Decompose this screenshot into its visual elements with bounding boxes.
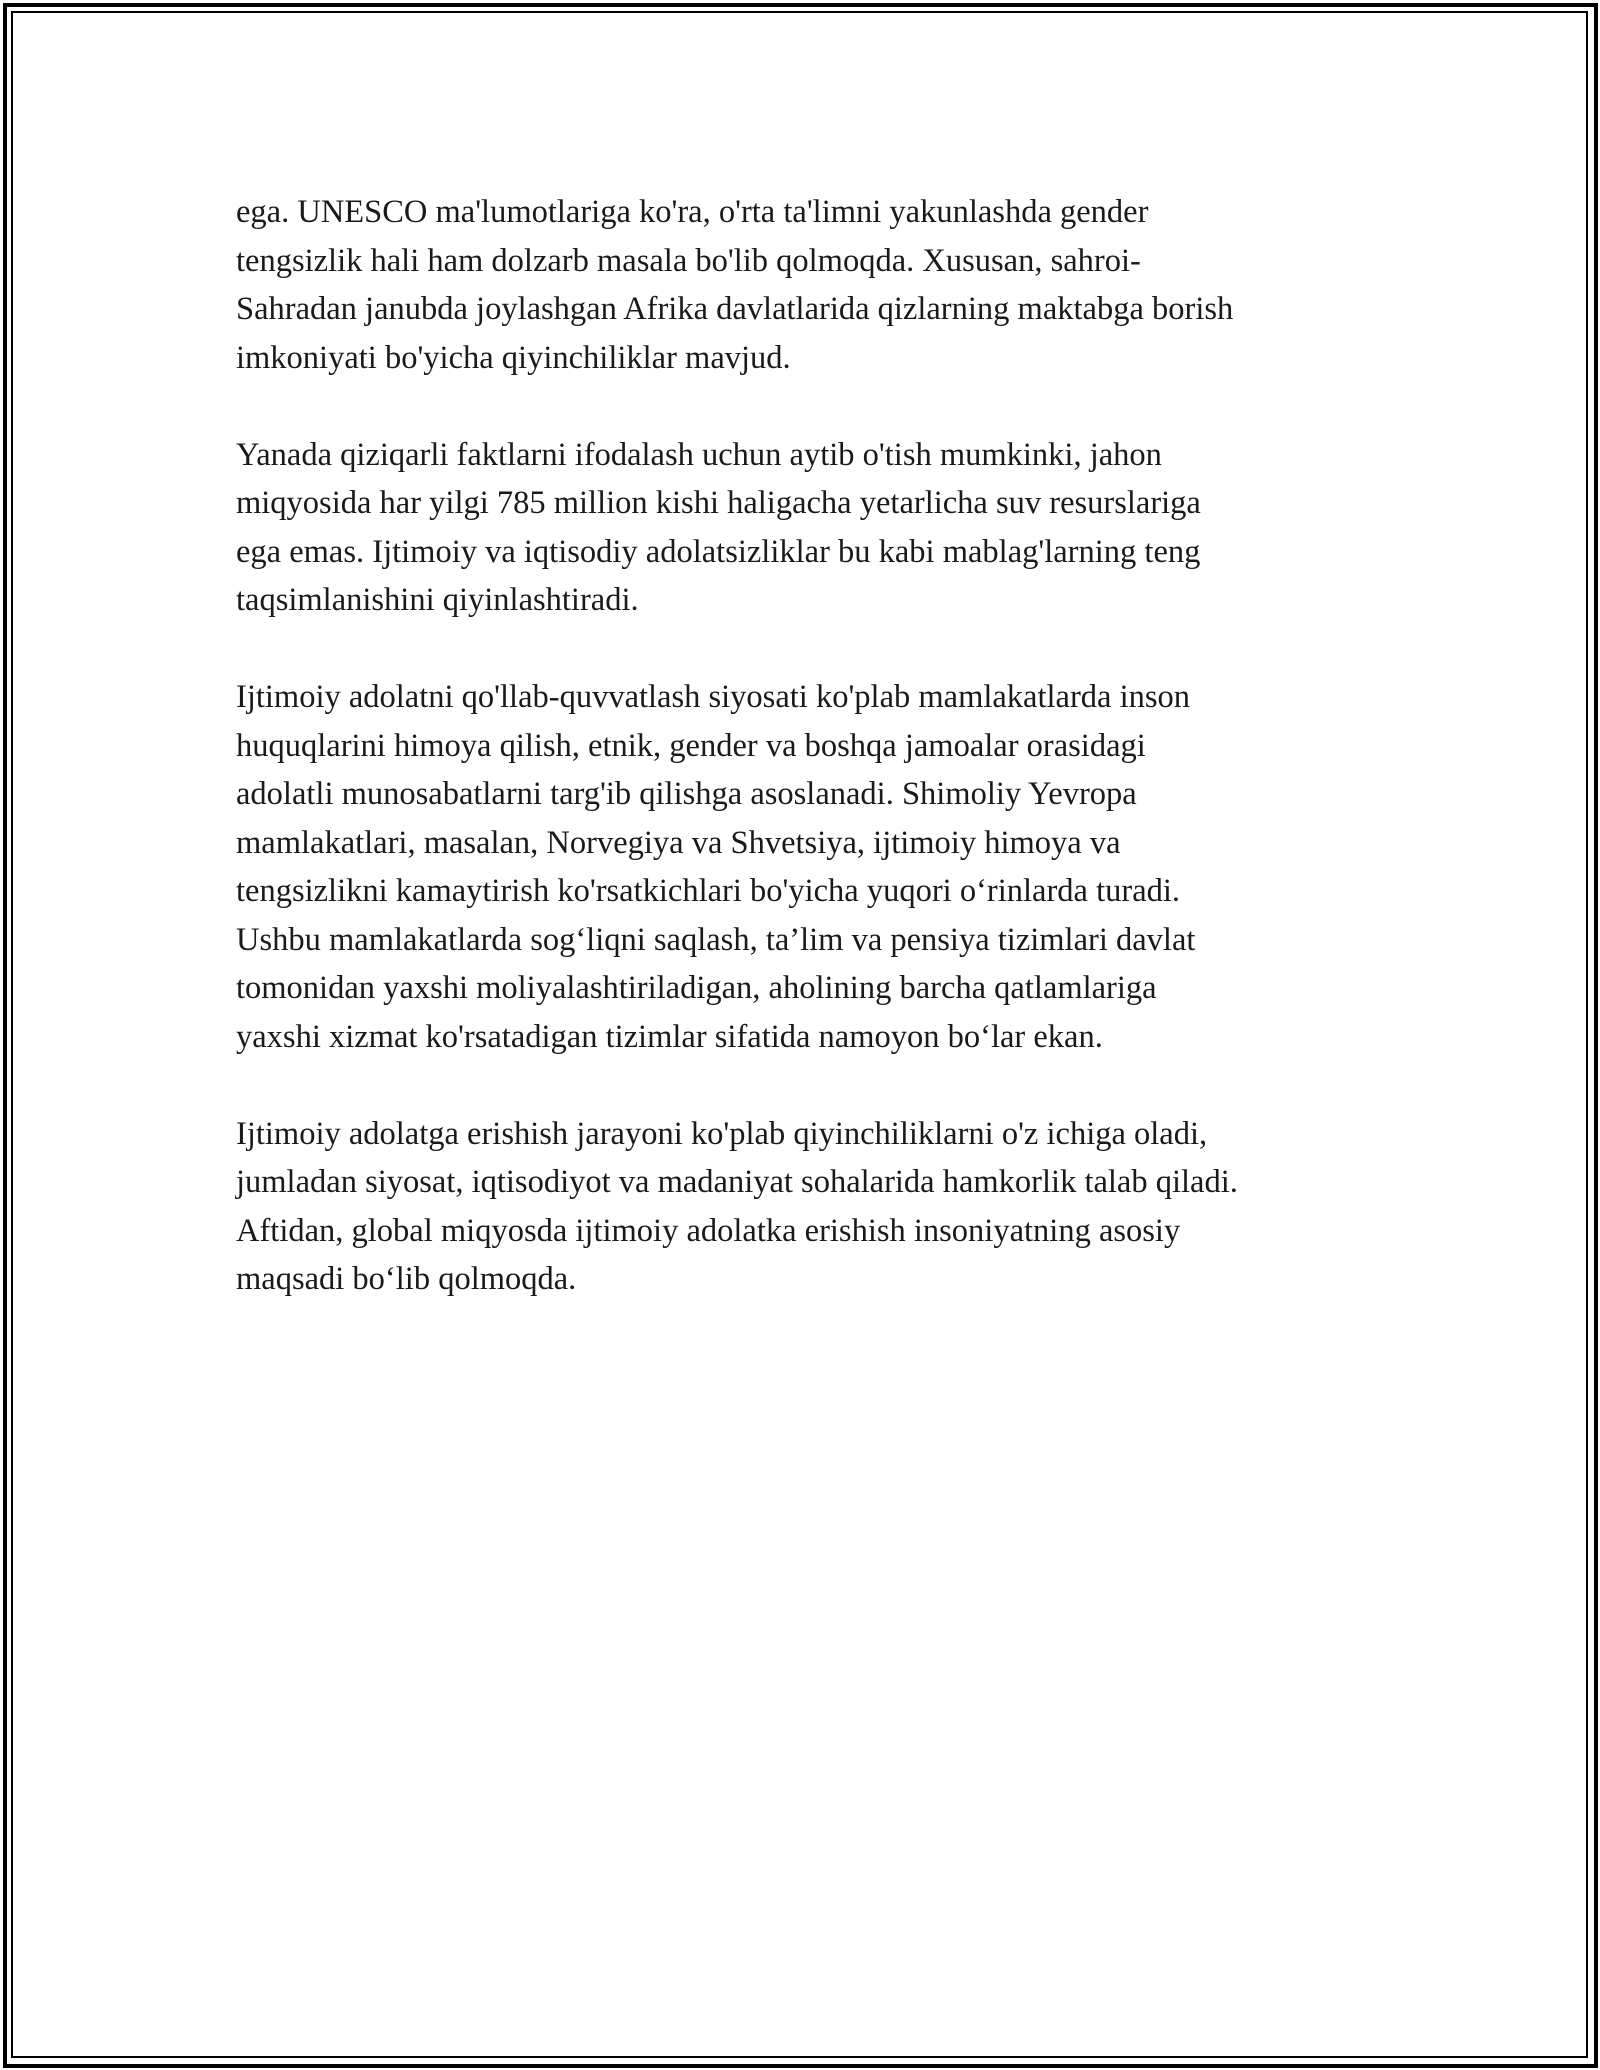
text-line: huquqlarini himoya qilish, etnik, gender va boshqa jamoalar orasidagi <box>236 727 1146 764</box>
text-line: yaxshi xizmat ko'rsatadigan tizimlar sifatida namoyon bo‘lar ekan. <box>236 1018 1103 1055</box>
text-line: ega. UNESCO ma'lumotlariga ko'ra, o'rta ta'limni yakunlashda gender <box>236 194 1149 230</box>
paragraph-education <box>236 188 1366 382</box>
text-line: Ijtimoiy adolatni qo'llab-quvvatlash siyosati ko'plab mamlakatlarda inson <box>236 679 1191 715</box>
text-line: taqsimlanishini qiyinlashtiradi. <box>236 582 639 618</box>
text-line: Ushbu mamlakatlarda sog‘liqni saqlash, ta’lim va pensiya tizimlari davlat <box>236 921 1196 958</box>
text-line: tomonidan yaxshi moliyalashtiriladigan, aholining barcha qatlamlariga <box>236 970 1157 1006</box>
text-line: Aftidan, global miqyosda ijtimoiy adolatka erishish insoniyatning asosiy <box>236 1212 1181 1249</box>
text-line: ega emas. Ijtimoiy va iqtisodiy adolatsizliklar bu kabi mablag'larning teng <box>236 533 1201 570</box>
paragraph-conclusion <box>236 1110 1366 1304</box>
text-line: jumladan siyosat, iqtisodiyot va madaniyat sohalarida hamkorlik talab qiladi. <box>236 1164 1238 1200</box>
text-line: Sahradan janubda joylashgan Afrika davlatlarida qizlarning maktabga borish <box>236 291 1234 327</box>
text-line: imkoniyati bo'yicha qiyinchiliklar mavjud. <box>236 339 791 376</box>
text-line: tengsizlik hali ham dolzarb masala bo'lib qolmoqda. Xususan, sahroi- <box>236 242 1141 279</box>
text-line: maqsadi bo‘lib qolmoqda. <box>236 1261 577 1297</box>
document-body <box>236 188 1366 1352</box>
text-line: Ijtimoiy adolatga erishish jarayoni ko'plab qiyinchiliklarni o'z ichiga oladi, <box>236 1115 1208 1152</box>
text-line: adolatli munosabatlarni targ'ib qilishga asoslanadi. Shimoliy Yevropa <box>236 776 1137 812</box>
paragraph-water-resources <box>236 431 1366 625</box>
paragraph-social-policy <box>236 673 1366 1061</box>
text-line: mamlakatlari, masalan, Norvegiya va Shvetsiya, ijtimoiy himoya va <box>236 824 1121 861</box>
text-line: Yanada qiziqarli faktlarni ifodalash uchun aytib o'tish mumkinki, jahon <box>236 436 1162 473</box>
text-line: tengsizlikni kamaytirish ko'rsatkichlari bo'yicha yuqori o‘rinlarda turadi. <box>236 873 1181 909</box>
text-line: miqyosida har yilgi 785 million kishi haligacha yetarlicha suv resurslariga <box>236 485 1201 521</box>
